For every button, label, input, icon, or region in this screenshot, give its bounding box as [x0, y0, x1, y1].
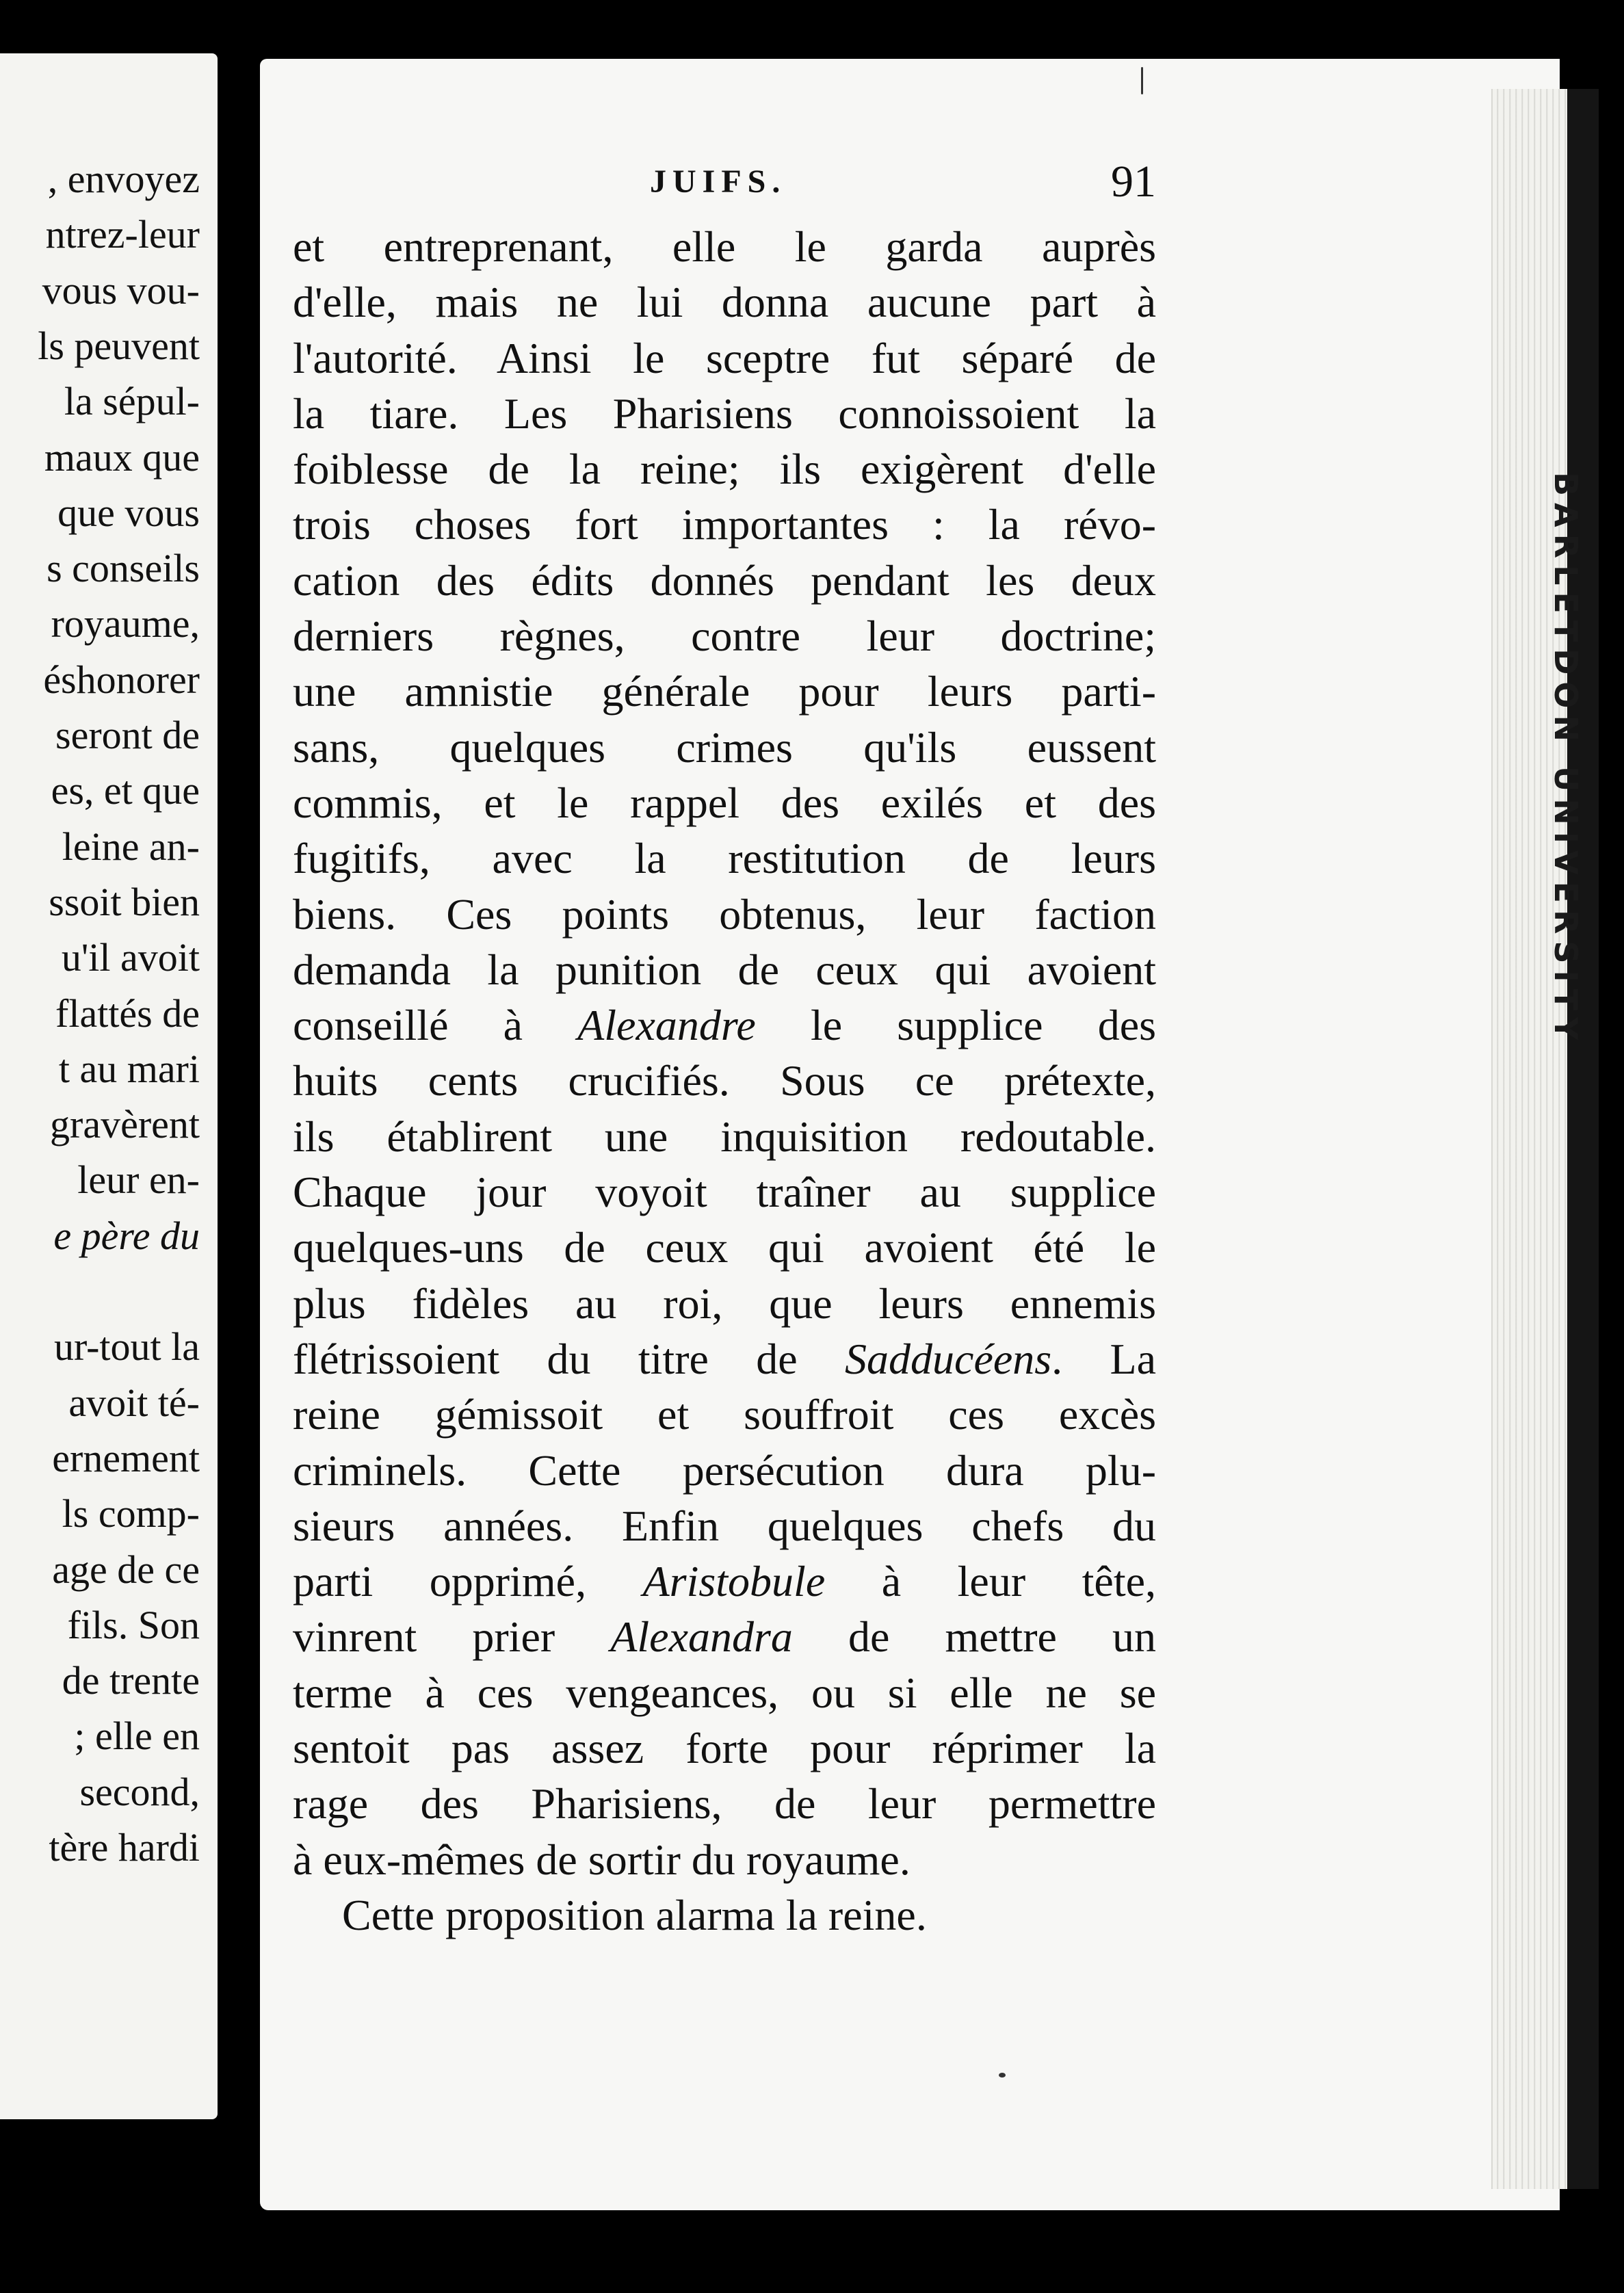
body-line	[293, 997, 1156, 1053]
paper-speck	[999, 2073, 1006, 2078]
left-page-line: second,	[79, 1769, 200, 1814]
body-text-run: à leur tête,	[825, 1557, 1156, 1606]
italic-name: Sadducéens	[845, 1334, 1052, 1383]
left-page-line: éshonorer	[43, 657, 200, 702]
page-number: 91	[1111, 157, 1156, 207]
body-line: sentoit pas assez forte pour réprimer la	[293, 1724, 1156, 1773]
body-line: fugitifs, avec la restitution de leurs	[293, 834, 1156, 883]
body-line: trois choses fort importantes : la révo-	[293, 500, 1156, 549]
italic-name: Alexandra	[610, 1612, 793, 1662]
left-page-line: u'il avoit	[61, 935, 200, 980]
body-text-run: parti opprimé,	[293, 1557, 643, 1606]
body-line: quelques-uns de ceux qui avoient été le	[293, 1223, 1156, 1272]
body-line: huits cents crucifiés. Sous ce prétexte,	[293, 1056, 1156, 1105]
edge-stamp-text: BARLETDON UNIVERSITY	[1547, 472, 1584, 1047]
left-page-line: que vous	[57, 490, 200, 535]
body-line: cation des édits donnés pendant les deux	[293, 555, 1156, 605]
body-line: commis, et le rappel des exilés et des	[293, 778, 1156, 827]
body-line: Cette proposition alarma la reine.	[342, 1890, 927, 1939]
left-page-line: ; elle en	[74, 1714, 200, 1759]
left-page-line: fils. Son	[67, 1602, 200, 1647]
left-page-line: ur-tout la	[53, 1324, 200, 1370]
body-text	[293, 219, 1156, 1943]
left-page	[0, 53, 218, 2119]
left-page-line: age de ce	[52, 1547, 200, 1592]
body-line: terme à ces vengeances, ou si elle ne se	[293, 1668, 1156, 1717]
body-line: biens. Ces points obtenus, leur faction	[293, 889, 1156, 939]
body-line: et entreprenant, elle le garda auprès	[293, 222, 1156, 271]
left-page-line: flattés de	[55, 991, 200, 1036]
italic-name: Aristobule	[642, 1557, 826, 1606]
body-line: Chaque jour voyoit traîner au supplice	[293, 1168, 1156, 1217]
body-line: l'autorité. Ainsi le sceptre fut séparé de	[293, 333, 1156, 382]
running-head	[369, 157, 1156, 207]
body-line: ils établirent une inquisition redoutable.	[293, 1112, 1156, 1161]
body-line	[293, 1554, 1156, 1609]
left-page-line: vous vou-	[42, 267, 200, 313]
left-page-line: leine an-	[62, 824, 200, 869]
left-page-line: , envoyez	[47, 157, 200, 201]
left-page-line: de trente	[62, 1658, 200, 1703]
body-text-run: vinrent prier	[293, 1612, 611, 1662]
left-page-line: tère hardi	[49, 1825, 200, 1870]
italic-name: Alexandre	[577, 1001, 756, 1050]
left-page-line: e père du	[53, 1213, 200, 1258]
left-page-line: la sépul-	[64, 379, 200, 424]
left-page-line: ernement	[52, 1435, 200, 1480]
body-line: foiblesse de la reine; ils exigèrent d'elle	[293, 445, 1156, 494]
body-text-run: . La	[1051, 1334, 1157, 1383]
body-line: reine gémissoit et souffroit ces excès	[293, 1390, 1156, 1439]
body-line: une amnistie générale pour leurs parti-	[293, 667, 1156, 716]
left-page-line: es, et que	[51, 768, 200, 813]
left-page-line: ls comp-	[62, 1491, 200, 1536]
body-line: plus fidèles au roi, que leurs ennemis	[293, 1279, 1156, 1328]
body-line: derniers règnes, contre leur doctrine;	[293, 612, 1156, 661]
body-text-run: de mettre un	[792, 1612, 1157, 1662]
body-line: demanda la punition de ceux qui avoient	[293, 945, 1156, 994]
body-line: sieurs années. Enfin quelques chefs du	[293, 1501, 1156, 1550]
left-page-line: avoit té-	[68, 1380, 200, 1425]
body-line: la tiare. Les Pharisiens connoissoient la	[293, 389, 1156, 438]
left-page-line: leur en-	[77, 1157, 200, 1203]
body-text-run: conseillé à	[293, 1001, 578, 1050]
body-line: à eux-mêmes de sortir du royaume.	[293, 1835, 911, 1884]
left-page-line: t au mari	[58, 1046, 200, 1091]
left-page-line: ssoit bien	[49, 879, 200, 924]
left-page-line: ntrez-leur	[45, 212, 200, 257]
body-line: sans, quelques crimes qu'ils eussent	[293, 722, 1156, 772]
left-page-line: gravèrent	[50, 1102, 200, 1147]
body-line	[293, 1609, 1156, 1664]
left-page-line: ls peuvent	[38, 323, 200, 368]
left-page-line: s conseils	[47, 546, 200, 591]
left-page-line: royaume,	[51, 601, 200, 646]
body-line: d'elle, mais ne lui donna aucune part à	[293, 278, 1156, 327]
left-page-line: maux que	[44, 434, 200, 480]
body-line	[293, 1331, 1156, 1387]
book-gutter	[218, 53, 260, 2133]
body-text-run: le supplice des	[755, 1001, 1157, 1050]
running-head-title: JUIFS.	[650, 163, 787, 200]
body-text-run: flétrissoient du titre de	[293, 1334, 846, 1383]
body-line: rage des Pharisiens, de leur permettre	[293, 1779, 1156, 1829]
left-page-line: seront de	[55, 713, 200, 757]
body-line: criminels. Cette persécution dura plu-	[293, 1445, 1156, 1495]
paper-speck	[1141, 67, 1143, 94]
